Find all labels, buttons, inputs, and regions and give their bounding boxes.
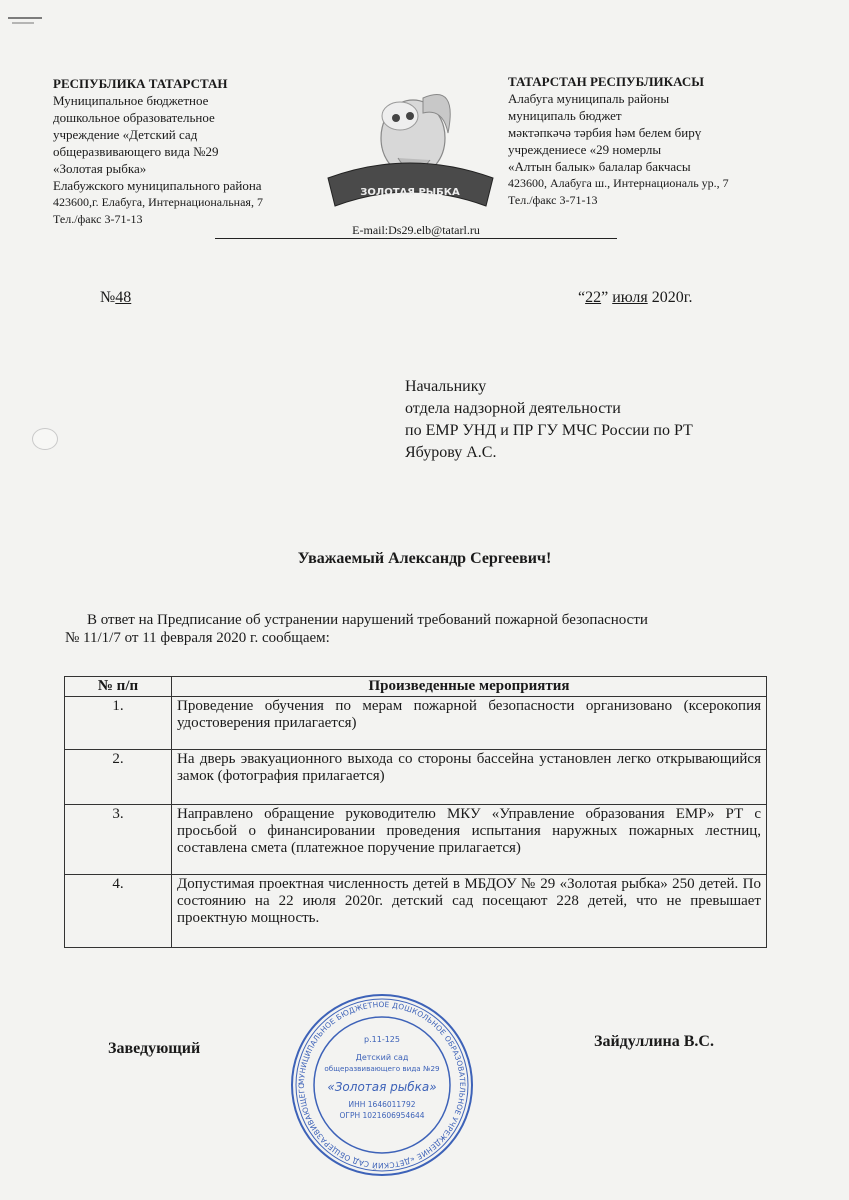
email-line: E-mail:Ds29.elb@tatarl.ru	[215, 222, 617, 239]
row-number: 3.	[65, 805, 172, 875]
doc-number-value: 48	[115, 289, 132, 306]
stamp-ogrn: ОГРН 1021606954644	[339, 1111, 425, 1120]
header-right-line: учреждениесе «29 номерлы	[508, 142, 662, 157]
stamp-inn: ИНН 1646011792	[348, 1100, 416, 1109]
header-left-phone: Тел./факс 3-71-13	[53, 212, 143, 226]
addressee-block	[405, 376, 693, 464]
header-left-line: дошкольное образовательное	[53, 110, 215, 125]
row-text: Допустимая проектная численность детей в МБДОУ № 29 «Золотая рыбка» 250 детей. По состоянию на 22 июля 2020г. детский сад посещают 228 детей, что не превышает проектную мощность.	[172, 875, 767, 948]
stamp-reg: р.11-125	[364, 1035, 400, 1044]
signature-position: Заведующий	[108, 1040, 201, 1057]
addressee-line: Ябурову А.С.	[405, 444, 497, 461]
header-left-line: общеразвивающего вида №29	[53, 144, 219, 159]
addressee-line: по ЕМР УНД и ПР ГУ МЧС России по РТ	[405, 422, 693, 439]
row-text: На дверь эвакуационного выхода со стороны бассейна установлен легко открывающийся замок (фотография прилагается)	[172, 750, 767, 805]
date-quote-open: “	[578, 289, 586, 306]
scan-corner-mark	[8, 12, 42, 22]
row-number: 2.	[65, 750, 172, 805]
row-text: Проведение обучения по мерам пожарной безопасности организовано (ксерокопия удостоверения прилагается)	[172, 697, 767, 750]
header-right-title: ТАТАРСТАН РЕСПУБЛИКАСЫ	[508, 74, 704, 89]
header-left-title: РЕСПУБЛИКА ТАТАРСТАН	[53, 76, 228, 91]
doc-date	[578, 289, 692, 307]
intro-paragraph	[65, 611, 765, 647]
header-left-line: учреждение «Детский сад	[53, 127, 198, 142]
header-right-line: муниципаль бюджет	[508, 108, 622, 123]
row-number: 1.	[65, 697, 172, 750]
intro-line: № 11/1/7 от 11 февраля 2020 г. сообщаем:	[65, 630, 330, 646]
row-number: 4.	[65, 875, 172, 948]
table-row	[65, 750, 767, 805]
header-left	[53, 75, 313, 228]
header-left-line: Муниципальное бюджетное	[53, 93, 209, 108]
row-text: Направлено обращение руководителю МКУ «Управление образования ЕМР» РТ с просьбой о финансировании проведения испытания наружных пожарных лестниц, составлена смета (платежное поручение прилагается)	[172, 805, 767, 875]
signature-name: Зайдуллина В.С.	[594, 1033, 714, 1050]
header-right-line: Алабуга муниципаль районы	[508, 91, 670, 106]
addressee-line: Начальнику	[405, 378, 487, 395]
goldfish-logo	[318, 78, 503, 213]
official-stamp	[287, 990, 477, 1180]
header-left-address: 423600,г. Елабуга, Интернациональная, 7	[53, 195, 263, 209]
doc-number	[100, 289, 131, 307]
date-day: 22	[585, 289, 602, 306]
header-right-line: мәктәпкәчә тәрбия һәм белем бирү	[508, 125, 702, 140]
header-left-line: «Золотая рыбка»	[53, 161, 147, 176]
punch-hole	[32, 428, 58, 450]
greeting: Уважаемый Александр Сергеевич!	[297, 550, 552, 567]
table-row	[65, 805, 767, 875]
header-right-line: «Алтын балык» балалар бакчасы	[508, 159, 691, 174]
date-quote-close: ”	[601, 289, 609, 306]
col-header-number: № п/п	[65, 677, 172, 697]
table-row	[65, 875, 767, 948]
stamp-line1: Детский сад	[355, 1053, 409, 1062]
table-row	[65, 697, 767, 750]
intro-line: В ответ на Предписание об устранении нарушений требований пожарной безопасности	[87, 612, 648, 628]
date-year: 2020г.	[651, 289, 693, 306]
measures-table	[64, 676, 767, 948]
logo-banner-text: ЗОЛОТАЯ РЫБКА	[360, 187, 460, 198]
table-header-row	[65, 677, 767, 697]
header-right-address: 423600, Алабуга ш., Интернациональ ур., 7	[508, 176, 729, 190]
date-month: июля	[612, 289, 648, 306]
addressee-line: отдела надзорной деятельности	[405, 400, 621, 417]
header-right-phone: Тел./факс 3-71-13	[508, 193, 598, 207]
stamp-name: «Золотая рыбка»	[327, 1080, 437, 1094]
doc-number-prefix: №	[100, 289, 116, 306]
col-header-measures: Произведенные мероприятия	[172, 677, 767, 697]
stamp-line2: общеразвивающего вида №29	[324, 1064, 440, 1073]
header-left-line: Елабужского муниципального района	[53, 178, 262, 193]
header-right	[508, 73, 798, 209]
stamp-ring-text: МУНИЦИПАЛЬНОЕ БЮДЖЕТНОЕ ДОШКОЛЬНОЕ ОБРАЗОВАТЕЛЬНОЕ УЧРЕЖДЕНИЕ «ДЕТСКИЙ САД ОБЩЕРАЗВИВАЮЩЕГО	[296, 999, 468, 1171]
